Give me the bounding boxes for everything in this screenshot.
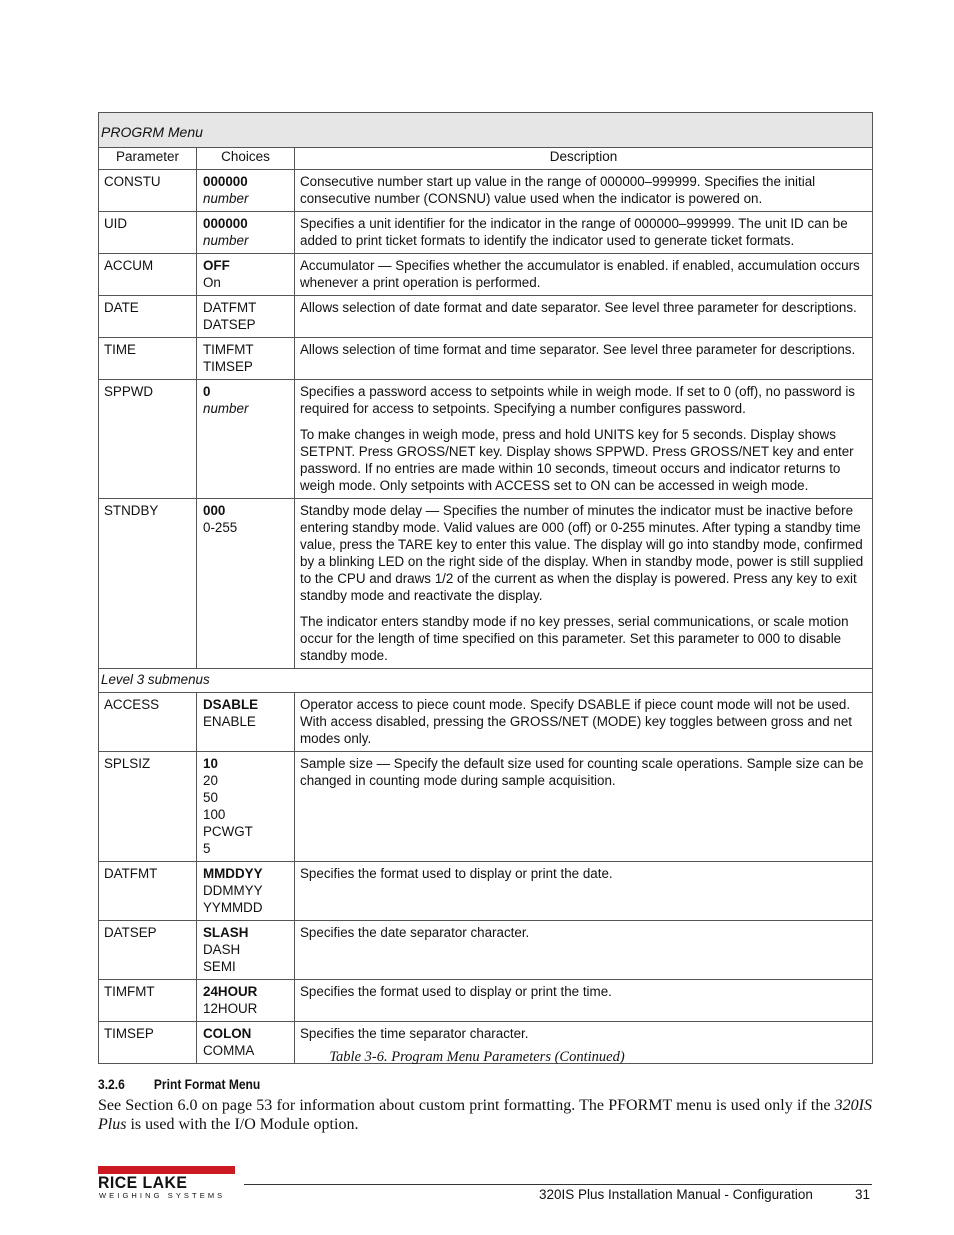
- body-text-before: See Section 6.0 on page 53 for information about custom print formatting. The PFORMT menu is used only if the: [98, 1097, 831, 1114]
- default-choice: 000000: [203, 174, 248, 189]
- footer-title: 320IS Plus Installation Manual - Configuration: [539, 1187, 813, 1202]
- choices-cell: [197, 921, 295, 980]
- choice-option: DATFMT: [203, 300, 257, 315]
- table-header-row: [99, 148, 873, 170]
- logo-tagline: WEIGHING SYSTEMS: [99, 1191, 226, 1200]
- choice-option: 20: [203, 773, 218, 788]
- choice-option: TIMSEP: [203, 359, 253, 374]
- choices-cell: [197, 338, 295, 380]
- description-paragraph: Specifies a password access to setpoints while in weigh mode. If set to 0 (off), no password is required for access to setpoints. Specifying a number configures password.: [300, 384, 855, 416]
- choice-option: DDMMYY: [203, 883, 263, 898]
- description-cell: [295, 980, 873, 1022]
- description-paragraph: Allows selection of date format and date separator. See level three parameter for descriptions.: [300, 300, 857, 315]
- description-cell: [295, 499, 873, 669]
- table-row: [99, 254, 873, 296]
- description-paragraph: Sample size — Specify the default size used for counting scale operations. Sample size can be changed in counting mode during sample acquisition.: [300, 756, 864, 788]
- description-cell: [295, 862, 873, 921]
- header-parameter: Parameter: [99, 148, 197, 170]
- description-paragraph: Specifies the time separator character.: [300, 1026, 529, 1041]
- rice-lake-logo: [98, 1166, 235, 1200]
- choice-option: 12HOUR: [203, 1001, 258, 1016]
- page-number: 31: [855, 1187, 871, 1202]
- default-choice: COLON: [203, 1026, 252, 1041]
- description-paragraph: Specifies the date separator character.: [300, 925, 530, 940]
- param-cell: DATSEP: [99, 921, 197, 980]
- description-cell: [295, 693, 873, 752]
- body-paragraph: [98, 1096, 872, 1134]
- table-row: [99, 980, 873, 1022]
- choice-option: 0-255: [203, 520, 238, 535]
- description-cell: [295, 921, 873, 980]
- param-cell: CONSTU: [99, 170, 197, 212]
- choices-cell: [197, 170, 295, 212]
- choices-cell: [197, 693, 295, 752]
- choice-option: number: [203, 191, 249, 206]
- table-row: [99, 212, 873, 254]
- param-cell: TIME: [99, 338, 197, 380]
- header-description: Description: [295, 148, 873, 170]
- progrm-menu-table: [98, 112, 873, 1064]
- default-choice: DSABLE: [203, 697, 259, 712]
- choices-cell: [197, 296, 295, 338]
- default-choice: 000: [203, 503, 226, 518]
- description-paragraph: Accumulator — Specifies whether the accumulator is enabled. if enabled, accumulation occurs whenever a print operation is performed.: [300, 258, 860, 290]
- logo-wordmark: RICE LAKE: [98, 1173, 188, 1192]
- table-title: PROGRM Menu: [99, 113, 873, 148]
- param-cell: ACCUM: [99, 254, 197, 296]
- choice-option: TIMFMT: [203, 342, 254, 357]
- table-row: [99, 752, 873, 862]
- description-cell: [295, 212, 873, 254]
- default-choice: OFF: [203, 258, 230, 273]
- description-cell: [295, 380, 873, 499]
- table-row: [99, 921, 873, 980]
- choice-option: number: [203, 233, 249, 248]
- section-heading: [98, 1076, 260, 1092]
- choice-option: YYMMDD: [203, 900, 263, 915]
- description-cell: [295, 338, 873, 380]
- default-choice: MMDDYY: [203, 866, 263, 881]
- choices-cell: [197, 752, 295, 862]
- choices-cell: [197, 499, 295, 669]
- choice-option: COMMA: [203, 1043, 255, 1058]
- description-paragraph: Specifies the format used to display or print the date.: [300, 866, 613, 881]
- param-cell: UID: [99, 212, 197, 254]
- level3-submenus-label: Level 3 submenus: [99, 669, 873, 693]
- description-cell: [295, 170, 873, 212]
- description-paragraph: To make changes in weigh mode, press and hold UNITS key for 5 seconds. Display shows SETPNT. Press GROSS/NET key. Display shows SPPWD. Press GROSS/NET key and enter password. If no entries are made within 10 seconds, timeout occurs and indicator returns to weigh mode. Only setpoints with ACCESS set to ON can be accessed in weigh mode.: [300, 427, 854, 493]
- description-paragraph: The indicator enters standby mode if no key presses, serial communications, or scale motion occur for the length of time specified on this parameter. Set this parameter to 000 to disable standby mode.: [300, 614, 849, 663]
- table-caption: Table 3-6. Program Menu Parameters (Continued): [329, 1049, 625, 1065]
- choice-option: number: [203, 401, 249, 416]
- param-cell: STNDBY: [99, 499, 197, 669]
- choice-option: 5: [203, 841, 211, 856]
- param-cell: ACCESS: [99, 693, 197, 752]
- table-row: [99, 296, 873, 338]
- table-row: [99, 338, 873, 380]
- table-row: [99, 693, 873, 752]
- param-cell: DATFMT: [99, 862, 197, 921]
- footer-rule: [244, 1184, 872, 1185]
- description-paragraph: Specifies the format used to display or print the time.: [300, 984, 612, 999]
- default-choice: 10: [203, 756, 218, 771]
- param-cell: TIMSEP: [99, 1022, 197, 1064]
- param-cell: TIMFMT: [99, 980, 197, 1022]
- section-number: 3.2.6: [98, 1076, 125, 1092]
- table-row: [99, 170, 873, 212]
- default-choice: 0: [203, 384, 211, 399]
- choice-option: On: [203, 275, 221, 290]
- choices-cell: [197, 380, 295, 499]
- description-cell: [295, 254, 873, 296]
- default-choice: 000000: [203, 216, 248, 231]
- choice-option: 50: [203, 790, 218, 805]
- description-paragraph: Consecutive number start up value in the range of 000000–999999. Specifies the initial consecutive number (CONSNU) value used when the indicator is powered on.: [300, 174, 816, 206]
- choice-option: 100: [203, 807, 226, 822]
- description-paragraph: Allows selection of time format and time separator. See level three parameter for descriptions.: [300, 342, 856, 357]
- param-cell: SPLSIZ: [99, 752, 197, 862]
- default-choice: 24HOUR: [203, 984, 258, 999]
- description-cell: [295, 752, 873, 862]
- param-cell: SPPWD: [99, 380, 197, 499]
- choices-cell: [197, 980, 295, 1022]
- header-choices: Choices: [197, 148, 295, 170]
- table-row: [99, 380, 873, 499]
- choices-cell: [197, 862, 295, 921]
- table-row: [99, 499, 873, 669]
- body-text-after: is used with the I/O Module option.: [130, 1116, 359, 1133]
- description-paragraph: Specifies a unit identifier for the indicator in the range of 000000–999999. The unit ID can be added to print ticket formats to identify the indicator used to generate ticket formats.: [300, 216, 848, 248]
- choice-option: ENABLE: [203, 714, 256, 729]
- table-row: [99, 862, 873, 921]
- product-name: 320IS Plus: [98, 1097, 872, 1133]
- choice-option: PCWGT: [203, 824, 253, 839]
- choice-option: DASH: [203, 942, 241, 957]
- default-choice: SLASH: [203, 925, 249, 940]
- choice-option: SEMI: [203, 959, 236, 974]
- choice-option: DATSEP: [203, 317, 256, 332]
- description-paragraph: Standby mode delay — Specifies the number of minutes the indicator must be inactive before entering standby mode. Valid values are 000 (off) or 0-255 minutes. After typing a standby time value, press the TARE key to enter this value. The display will go into standby mode, confirmed by a blinking LED on the right side of the display. When in standby mode, power is still supplied to the CPU and draws 1/2 of the current as when the display is powered. Press any key to exit standby mode and reactivate the display.: [300, 503, 864, 603]
- choices-cell: [197, 254, 295, 296]
- param-cell: DATE: [99, 296, 197, 338]
- description-cell: [295, 296, 873, 338]
- section-title: Print Format Menu: [153, 1076, 261, 1092]
- description-paragraph: Operator access to piece count mode. Specify DSABLE if piece count mode will not be used. With access disabled, pressing the GROSS/NET (MODE) key toggles between gross and net modes only.: [300, 697, 852, 746]
- choices-cell: [197, 212, 295, 254]
